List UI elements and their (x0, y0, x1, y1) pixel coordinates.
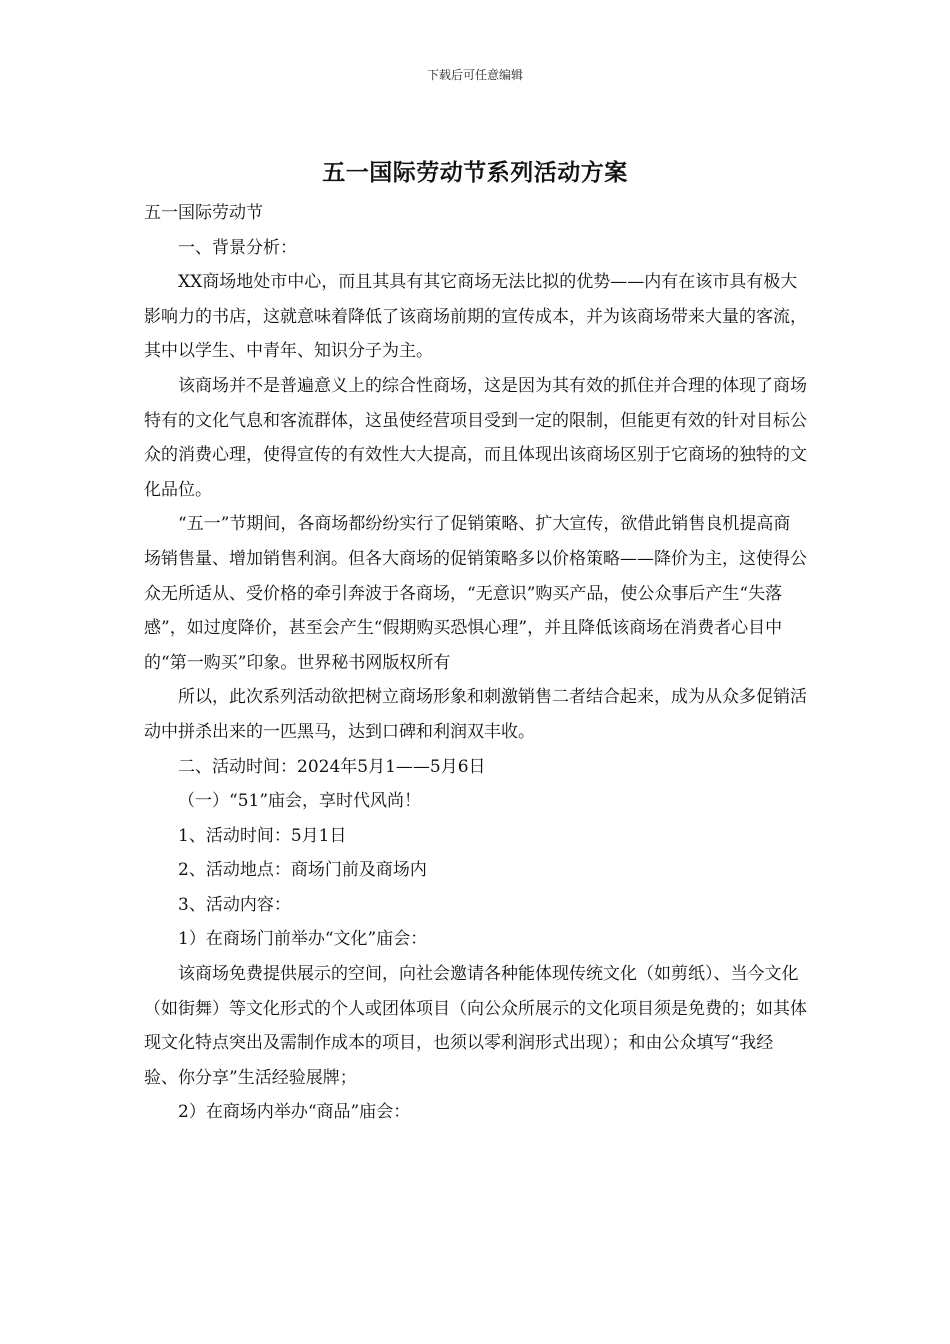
paragraph: 该商场免费提供展示的空间，向社会邀请各种能体现传统文化（如剪纸）、当今文化（如街舞）等文化形式的个人或团体项目（向公众所展示的文化项目须是免费的；如其体现文化特点突出及需制作成本的项目，也须以零利润形式出现）；和由公众填写“我经验、你分享”生活经验展牌； (144, 964, 807, 1088)
subsection-heading: （一）“51”庙会，享时代风尚！ (178, 791, 422, 812)
section-heading: 二、活动时间：2024年5月1——5月6日 (178, 756, 486, 777)
paragraph: 该商场并不是普遍意义上的综合性商场，这是因为其有效的抓住并合理的体现了商场特有的文化气息和客流群体，这虽使经营项目受到一定的限制，但能更有效的针对目标公众的消费心理，使得宣传的有效性大大提高，而且体现出该商场区别于它商场的独特的文化品位。 (144, 375, 807, 500)
paragraph: 五一国际劳动节 (144, 203, 263, 223)
document-title: 五一国际劳动节系列活动方案 (322, 159, 628, 186)
list-item: 1、活动时间：5月1日 (178, 825, 347, 846)
document-body (144, 196, 807, 1130)
list-item: 2、活动地点：商场门前及商场内 (178, 860, 427, 881)
section-heading: 一、背景分析： (178, 237, 297, 258)
paragraph: 所以，此次系列活动欲把树立商场形象和刺激销售二者结合起来，成为从众多促销活动中拼杀出来的一匹黑马，达到口碑和利润双丰收。 (144, 687, 807, 742)
paragraph: XX商场地处市中心，而且其具有其它商场无法比拟的优势——内有在该市具有极大影响力的书店，这就意味着降低了该商场前期的宣传成本，并为该商场带来大量的客流，其中以学生、中青年、知识分子为主。 (144, 272, 807, 362)
list-item: 3、活动内容： (178, 894, 291, 915)
list-item: 1）在商场门前举办“文化”庙会： (178, 929, 428, 950)
header-note: 下载后可任意编辑 (426, 68, 523, 82)
list-item: 2）在商场内举办“商品”庙会： (178, 1102, 411, 1123)
paragraph: “五一”节期间，各商场都纷纷实行了促销策略、扩大宣传，欲借此销售良机提高商场销售量、增加销售利润。但各大商场的促销策略多以价格策略——降价为主，这使得公众无所适从、受价格的牵引奔波于各商场，“无意识”购买产品，使公众事后产生“失落感”，如过度降价，甚至会产生“假期购买恐惧心理”，并且降低该商场在消费者心目中的“第一购买”印象。世界秘书网版权所有 (144, 514, 807, 673)
